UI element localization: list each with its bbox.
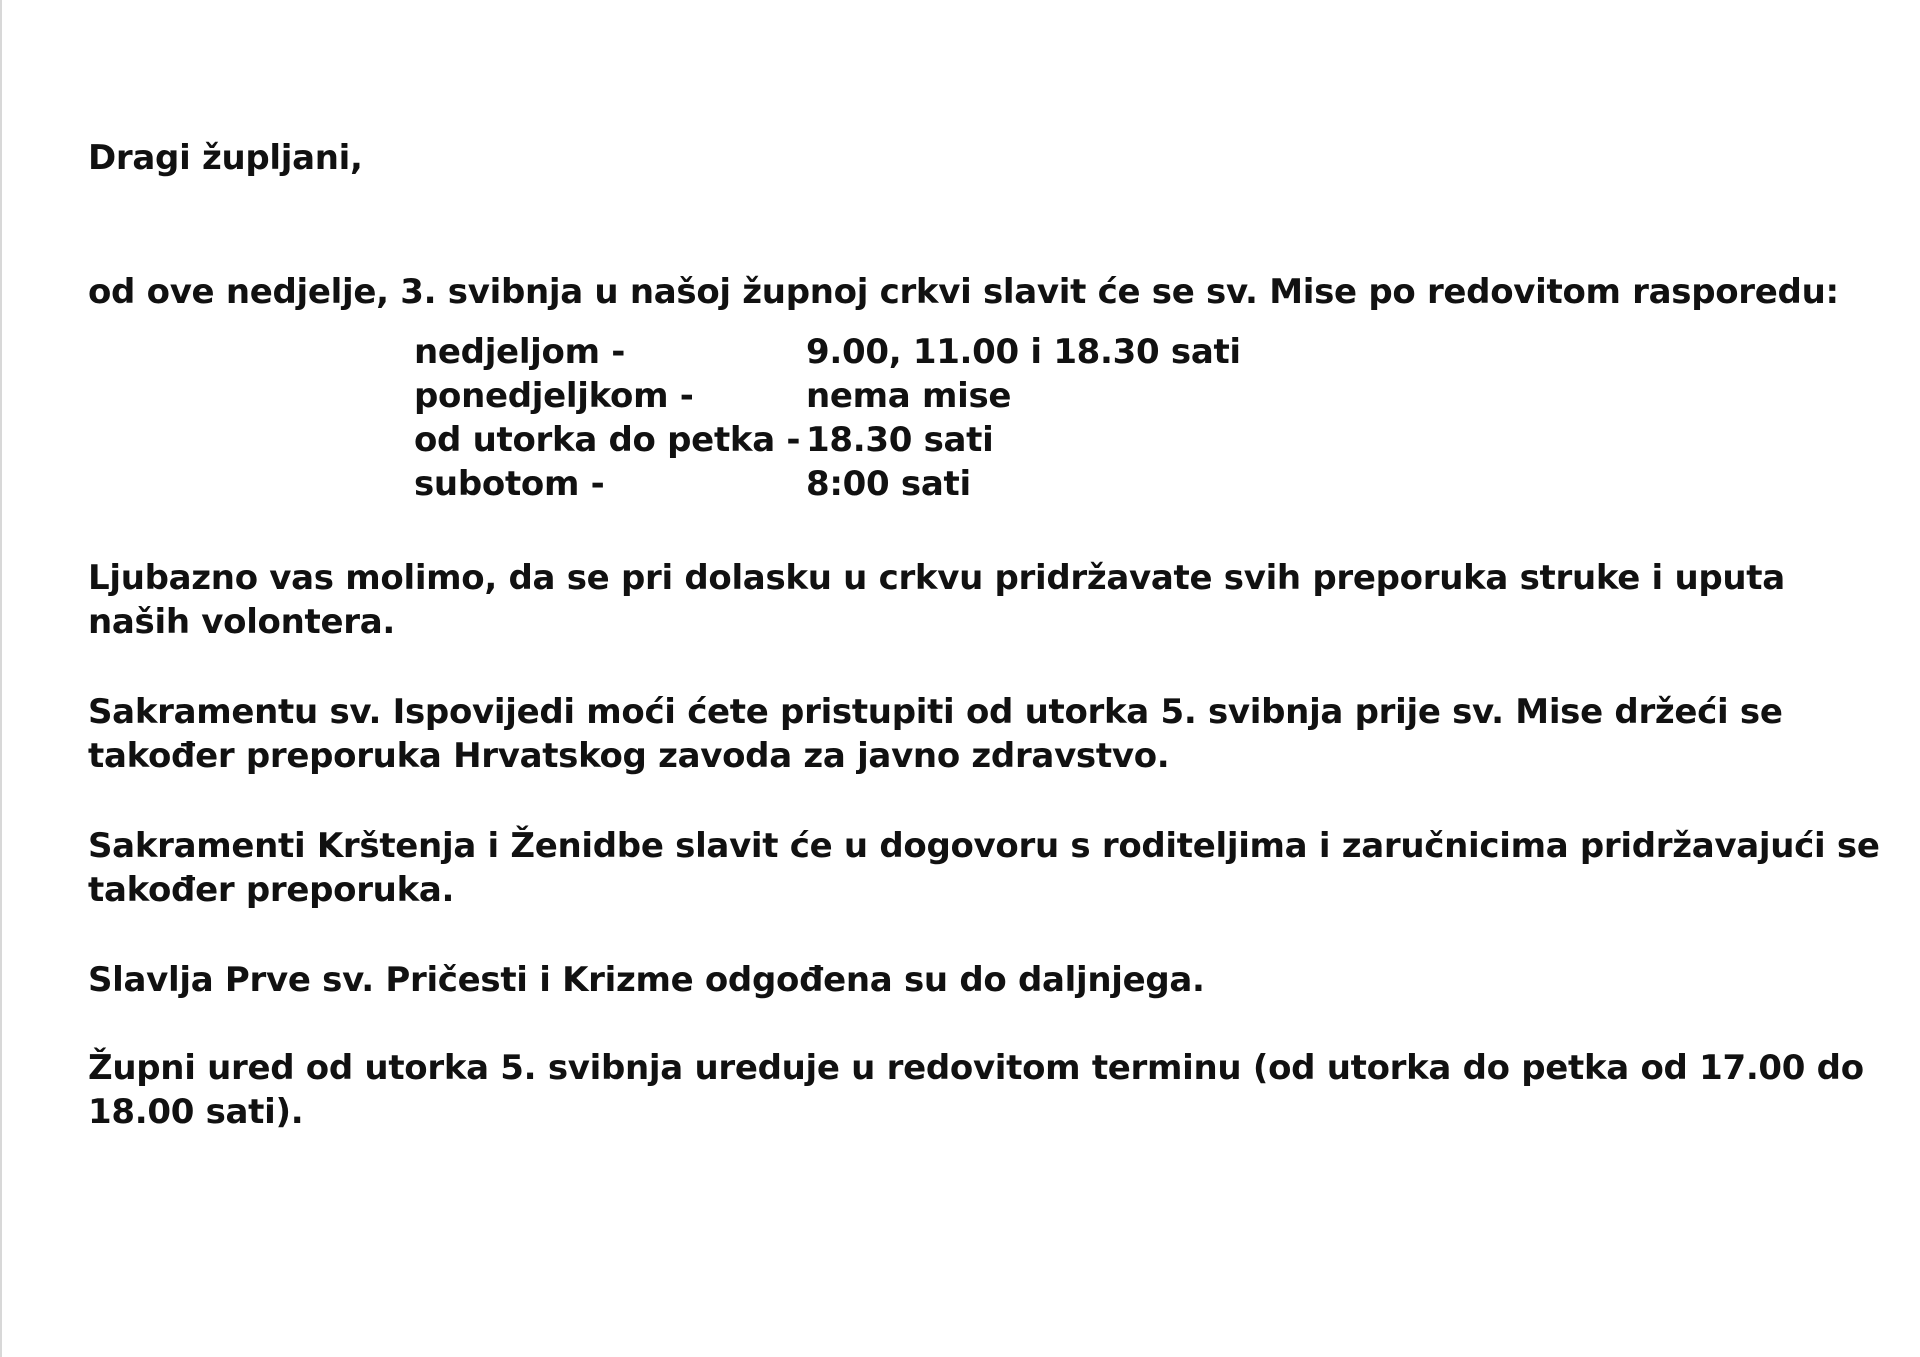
paragraph-line: također preporuka.: [88, 870, 455, 910]
schedule-row: [414, 330, 1241, 374]
greeting: Dragi župljani,: [88, 138, 363, 178]
schedule-time: 9.00, 11.00 i 18.30 sati: [806, 332, 1241, 372]
schedule-time: nema mise: [806, 376, 1012, 416]
schedule-row: [414, 374, 1241, 418]
schedule-day: od utorka do petka -: [414, 420, 801, 460]
paragraph-office-hours: [88, 1046, 1864, 1134]
schedule-time: 8:00 sati: [806, 464, 971, 504]
paragraph-line: Slavlja Prve sv. Pričesti i Krizme odgođena su do daljnjega.: [88, 960, 1205, 1000]
schedule-time: 18.30 sati: [806, 420, 994, 460]
schedule-day: ponedjeljkom -: [414, 376, 694, 416]
mass-schedule: [414, 330, 1241, 506]
paragraph-line: Župni ured od utorka 5. svibnja ureduje u redovitom terminu (od utorka do petka od 17.00 do: [88, 1048, 1864, 1088]
paragraph-communion: [88, 958, 1205, 1002]
paragraph-line: naših volontera.: [88, 602, 395, 642]
paragraph-line: 18.00 sati).: [88, 1092, 304, 1132]
paragraph-line: također preporuka Hrvatskog zavoda za javno zdravstvo.: [88, 736, 1170, 776]
paragraph-line: Ljubazno vas molimo, da se pri dolasku u crkvu pridržavate svih preporuka struke i uputa: [88, 558, 1785, 598]
paragraph-confession: [88, 690, 1783, 778]
paragraph-line: Sakramentu sv. Ispovijedi moći ćete pristupiti od utorka 5. svibnja prije sv. Mise držeći se: [88, 692, 1783, 732]
paragraph-guidelines: [88, 556, 1785, 644]
schedule-day: nedjeljom -: [414, 332, 626, 372]
intro-line: od ove nedjelje, 3. svibnja u našoj župnoj crkvi slavit će se sv. Mise po redovitom rasporedu:: [88, 272, 1839, 312]
schedule-day: subotom -: [414, 464, 605, 504]
schedule-row: [414, 418, 1241, 462]
paragraph-line: Sakramenti Krštenja i Ženidbe slavit će u dogovoru s roditeljima i zaručnicima pridržavajući se: [88, 826, 1880, 866]
schedule-row: [414, 462, 1241, 506]
paragraph-sacraments: [88, 824, 1880, 912]
